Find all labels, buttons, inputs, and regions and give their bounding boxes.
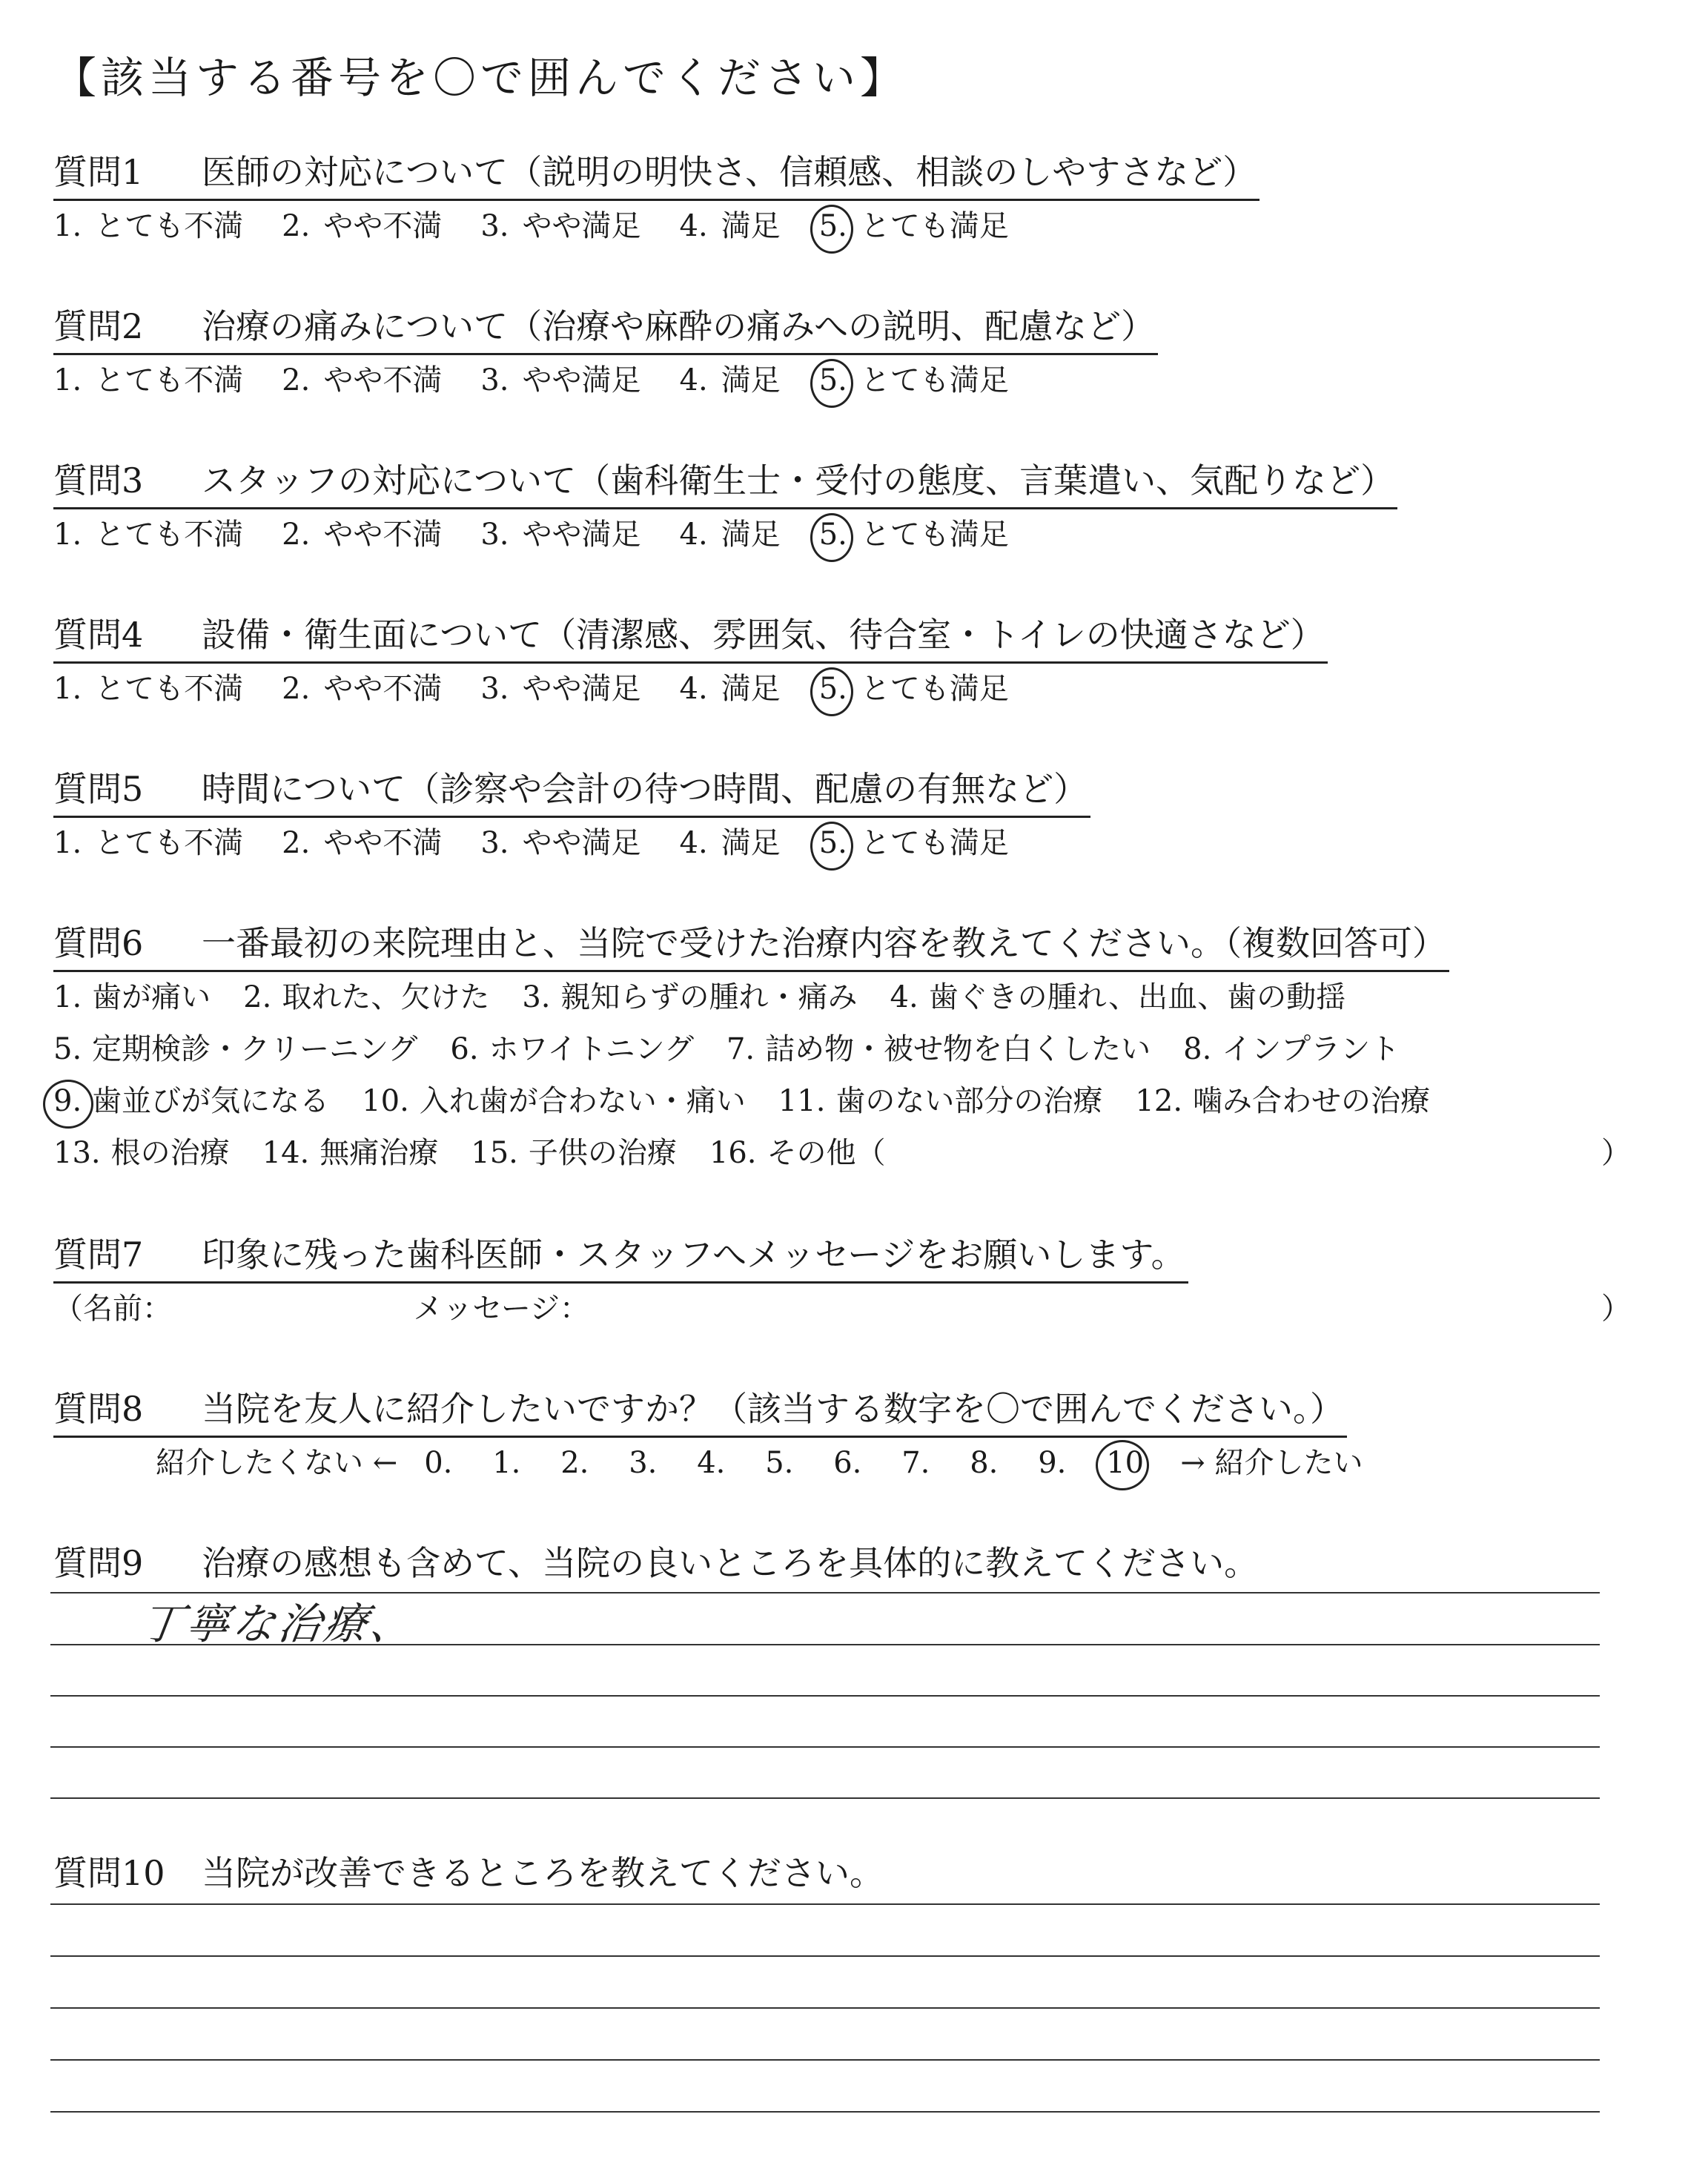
q6-option-number: 15. (471, 1136, 518, 1170)
question-7-answer-row (53, 1285, 589, 1327)
rating-option-4[interactable] (680, 202, 781, 245)
rating-option-label: 満足 (721, 672, 781, 706)
referral-value-6[interactable]: 6. (833, 1446, 862, 1480)
rating-option-1[interactable] (53, 357, 243, 399)
answer-line (50, 2111, 1600, 2113)
q6-option-label: 入れ歯が合わない・痛い (419, 1084, 746, 1118)
answer-line (50, 1746, 1600, 1748)
referral-value-7[interactable]: 7. (901, 1446, 930, 1480)
handwritten-answer: 丁寧な治療、 (136, 1599, 420, 1649)
rating-option-number: 3. (480, 826, 509, 860)
answer-line (50, 1955, 1600, 1957)
rating-option-number: 4. (679, 518, 708, 552)
q6-option-number: 1. (53, 980, 82, 1014)
rating-option-label: 満足 (721, 518, 781, 552)
rating-option-label: 満足 (721, 363, 781, 397)
rating-option-number: 1. (53, 209, 82, 243)
q6-option-7[interactable] (726, 1025, 1151, 1068)
rating-option-4[interactable] (680, 819, 781, 862)
q6-option-label: 詰め物・被せ物を白くしたい (765, 1032, 1151, 1066)
rating-option-label: とても不満 (95, 672, 244, 706)
question-3-number: 質問3 (53, 460, 144, 501)
q6-option-14[interactable] (262, 1129, 439, 1172)
referral-value-1[interactable]: 1. (492, 1446, 521, 1480)
question-1-number: 質問1 (53, 152, 144, 192)
rating-option-2[interactable] (282, 665, 442, 707)
rating-option-3[interactable] (480, 357, 640, 399)
rating-option-number: 2. (282, 363, 311, 397)
question-5-number: 質問5 (53, 769, 144, 809)
rating-option-4[interactable] (680, 511, 781, 553)
q6-option-10[interactable] (362, 1077, 746, 1120)
q6-option-label: 歯が痛い (92, 980, 211, 1014)
question-4-text: 設備・衛生面について（清潔感、雰囲気、待合室・トイレの快適さなど） (202, 615, 1325, 655)
question-3-rating (53, 511, 1047, 553)
rating-option-number: 2. (282, 209, 311, 243)
rating-option-label: とても満足 (860, 209, 1009, 243)
rating-option-4[interactable] (680, 665, 781, 707)
rating-option-number: 5. (818, 363, 847, 397)
q6-option-label: ホワイトニング (489, 1032, 694, 1066)
question-6-close-paren: ） (1601, 1136, 1631, 1170)
q6-option-number: 2. (243, 980, 272, 1014)
question-1-text: 医師の対応について（説明の明快さ、信頼感、相談のしやすさなど） (202, 152, 1257, 192)
q6-option-label: 歯ぐきの腫れ、出血、歯の動揺 (928, 980, 1346, 1014)
q6-option-row (53, 974, 1463, 1025)
rating-option-1[interactable] (53, 665, 243, 707)
question-4-number: 質問4 (53, 615, 144, 655)
rating-option-label: 満足 (721, 826, 781, 860)
rating-option-label: やや満足 (522, 826, 641, 860)
question-3-text: スタッフの対応について（歯科衛生士・受付の態度、言葉遣い、気配りなど） (202, 460, 1395, 501)
q6-option-number: 5. (53, 1032, 82, 1066)
q6-option-row (53, 1129, 1463, 1181)
rating-option-label: やや不満 (323, 209, 443, 243)
q6-option-number: 16. (709, 1136, 757, 1170)
q6-option-row (53, 1077, 1463, 1129)
question-2-rating (53, 357, 1047, 399)
page-title: 【該当する番号を〇で囲んでください】 (53, 53, 908, 103)
q6-option-row (53, 1025, 1463, 1077)
rating-option-5[interactable] (819, 665, 1009, 707)
question-8-number: 質問8 (53, 1389, 144, 1429)
rating-option-label: とても不満 (95, 363, 244, 397)
question-5-rating (53, 819, 1047, 862)
q6-option-number: 3. (522, 980, 551, 1014)
question-7-heading (53, 1228, 1188, 1284)
answer-line (50, 2059, 1600, 2061)
referral-value-3[interactable]: 3. (629, 1446, 658, 1480)
rating-option-label: やや満足 (522, 672, 641, 706)
q6-option-11[interactable] (778, 1077, 1103, 1120)
rating-option-1[interactable] (53, 202, 243, 245)
rating-option-number: 4. (679, 672, 708, 706)
rating-option-label: やや満足 (522, 209, 641, 243)
q6-option-label: 歯並びが気になる (92, 1084, 330, 1118)
referral-right-label: → 紹介したい (1180, 1446, 1363, 1480)
rating-option-3[interactable] (480, 511, 640, 553)
rating-option-label: やや不満 (323, 672, 443, 706)
rating-option-4[interactable] (680, 357, 781, 399)
rating-option-2[interactable] (282, 357, 442, 399)
rating-option-label: とても不満 (95, 518, 244, 552)
rating-option-1[interactable] (53, 819, 243, 862)
q6-option-label: インプラント (1222, 1032, 1400, 1066)
rating-option-number: 1. (53, 363, 82, 397)
q6-option-label: 子供の治療 (528, 1136, 677, 1170)
question-5-heading (53, 762, 1090, 818)
q6-option-number: 12. (1135, 1084, 1183, 1118)
referral-left-label: 紹介したくない ← (156, 1446, 398, 1480)
question-9-number: 質問9 (53, 1543, 144, 1583)
referral-value-9[interactable]: 9. (1038, 1446, 1067, 1480)
rating-option-number: 3. (480, 672, 509, 706)
q6-option-label: 無痛治療 (320, 1136, 439, 1170)
q6-option-8[interactable] (1183, 1025, 1400, 1068)
rating-option-label: とても満足 (860, 518, 1009, 552)
q6-option-1[interactable] (53, 974, 211, 1016)
answer-line (50, 1797, 1600, 1799)
q6-option-13[interactable] (53, 1129, 230, 1172)
q6-option-2[interactable] (243, 974, 489, 1016)
rating-option-number: 1. (53, 826, 82, 860)
question-4-rating (53, 665, 1047, 707)
rating-option-number: 5. (818, 672, 847, 706)
question-9-text: 治療の感想も含めて、当院の良いところを具体的に教えてください。 (202, 1543, 1259, 1583)
rating-option-label: とても満足 (860, 363, 1009, 397)
q6-option-label: 噛み合わせの治療 (1193, 1084, 1431, 1118)
question-2-text: 治療の痛みについて（治療や麻酔の痛みへの説明、配慮など） (202, 306, 1156, 346)
q6-option-number: 7. (726, 1032, 755, 1066)
referral-value-0[interactable]: 0. (424, 1446, 453, 1480)
question-1-heading (53, 145, 1260, 201)
rating-option-3[interactable] (480, 665, 640, 707)
rating-option-label: やや満足 (522, 518, 641, 552)
rating-option-label: とても満足 (860, 826, 1009, 860)
rating-option-number: 1. (53, 518, 82, 552)
rating-option-number: 5. (818, 826, 847, 860)
rating-option-number: 1. (53, 672, 82, 706)
referral-value-8[interactable]: 8. (970, 1446, 999, 1480)
question-3-heading (53, 454, 1397, 509)
rating-option-number: 5. (818, 209, 847, 243)
answer-line (50, 1644, 1600, 1645)
rating-option-label: とても不満 (95, 826, 244, 860)
question-10-text: 当院が改善できるところを教えてください。 (202, 1853, 884, 1893)
rating-option-number: 3. (480, 209, 509, 243)
question-8-text: 当院を友人に紹介したいですか？（該当する数字を〇で囲んでください。） (202, 1389, 1344, 1429)
question-7-close-paren: ） (1601, 1292, 1631, 1326)
rating-option-2[interactable] (282, 202, 442, 245)
rating-option-5[interactable] (819, 819, 1009, 862)
q6-option-16[interactable] (709, 1129, 886, 1172)
q6-option-4[interactable] (890, 974, 1346, 1016)
question-1-rating (53, 202, 1047, 245)
rating-option-number: 4. (679, 363, 708, 397)
rating-option-label: やや不満 (323, 826, 443, 860)
rating-option-5[interactable] (819, 357, 1009, 399)
q6-option-12[interactable] (1135, 1077, 1430, 1120)
answer-line (50, 1695, 1600, 1697)
rating-option-number: 3. (480, 363, 509, 397)
question-8-heading (53, 1382, 1347, 1438)
q6-option-9[interactable] (53, 1077, 329, 1120)
q6-option-6[interactable] (450, 1025, 694, 1068)
q6-option-number: 10. (362, 1084, 409, 1118)
q6-option-label: 取れた、欠けた (282, 980, 490, 1014)
q6-option-number: 6. (450, 1032, 479, 1066)
q6-option-label: その他（ (767, 1136, 886, 1170)
q6-option-number: 8. (1183, 1032, 1212, 1066)
question-10-heading (53, 1846, 887, 1900)
q6-option-label: 根の治療 (110, 1136, 230, 1170)
q6-option-number: 13. (53, 1136, 101, 1170)
question-9-heading (53, 1536, 1261, 1590)
q6-option-label: 歯のない部分の治療 (835, 1084, 1103, 1118)
q6-option-label: 定期検診・クリーニング (92, 1032, 418, 1066)
rating-option-number: 4. (679, 209, 708, 243)
rating-option-label: 満足 (721, 209, 781, 243)
q6-option-number: 11. (778, 1084, 826, 1118)
rating-option-5[interactable] (819, 511, 1009, 553)
q6-option-label: 親知らずの腫れ・痛み (560, 980, 858, 1014)
referral-scale (156, 1439, 1363, 1482)
rating-option-number: 5. (818, 518, 847, 552)
rating-option-label: やや不満 (323, 518, 443, 552)
name-label: （名前： (53, 1292, 172, 1326)
rating-option-3[interactable] (480, 202, 640, 245)
rating-option-number: 2. (282, 518, 311, 552)
rating-option-3[interactable] (480, 819, 640, 862)
question-6-text: 一番最初の来院理由と、当院で受けた治療内容を教えてください。（複数回答可） (202, 923, 1446, 963)
rating-option-5[interactable] (819, 202, 1009, 245)
rating-option-label: とても満足 (860, 672, 1009, 706)
answer-line (50, 1903, 1600, 1905)
q6-option-15[interactable] (471, 1129, 677, 1172)
rating-option-label: やや満足 (522, 363, 641, 397)
q6-option-5[interactable] (53, 1025, 417, 1068)
rating-option-number: 2. (282, 672, 311, 706)
question-7-text: 印象に残った歯科医師・スタッフへメッセージをお願いします。 (202, 1235, 1185, 1275)
referral-value-10[interactable]: 10 (1106, 1446, 1174, 1480)
question-10-number: 質問10 (53, 1853, 165, 1893)
q6-option-number: 14. (262, 1136, 310, 1170)
rating-option-2[interactable] (282, 511, 442, 553)
rating-option-label: とても不満 (95, 209, 244, 243)
question-6-options (53, 974, 1463, 1181)
rating-option-number: 4. (679, 826, 708, 860)
rating-option-number: 3. (480, 518, 509, 552)
question-2-number: 質問2 (53, 306, 144, 346)
referral-value-2[interactable]: 2. (560, 1446, 589, 1480)
q6-option-3[interactable] (522, 974, 857, 1016)
rating-option-label: やや不満 (323, 363, 443, 397)
message-label: メッセージ： (413, 1292, 590, 1326)
question-5-text: 時間について（診察や会計の待つ時間、配慮の有無など） (202, 769, 1088, 809)
rating-option-1[interactable] (53, 511, 243, 553)
referral-value-5[interactable]: 5. (765, 1446, 794, 1480)
question-2-heading (53, 300, 1158, 355)
question-6-number: 質問6 (53, 923, 144, 963)
rating-option-number: 2. (282, 826, 311, 860)
answer-line (50, 2007, 1600, 2009)
q6-option-number: 9. (53, 1084, 82, 1118)
q6-option-number: 4. (890, 980, 918, 1014)
rating-option-2[interactable] (282, 819, 442, 862)
referral-value-4[interactable]: 4. (697, 1446, 726, 1480)
question-6-heading (53, 916, 1449, 972)
question-4-heading (53, 608, 1328, 664)
question-7-number: 質問7 (53, 1235, 144, 1275)
